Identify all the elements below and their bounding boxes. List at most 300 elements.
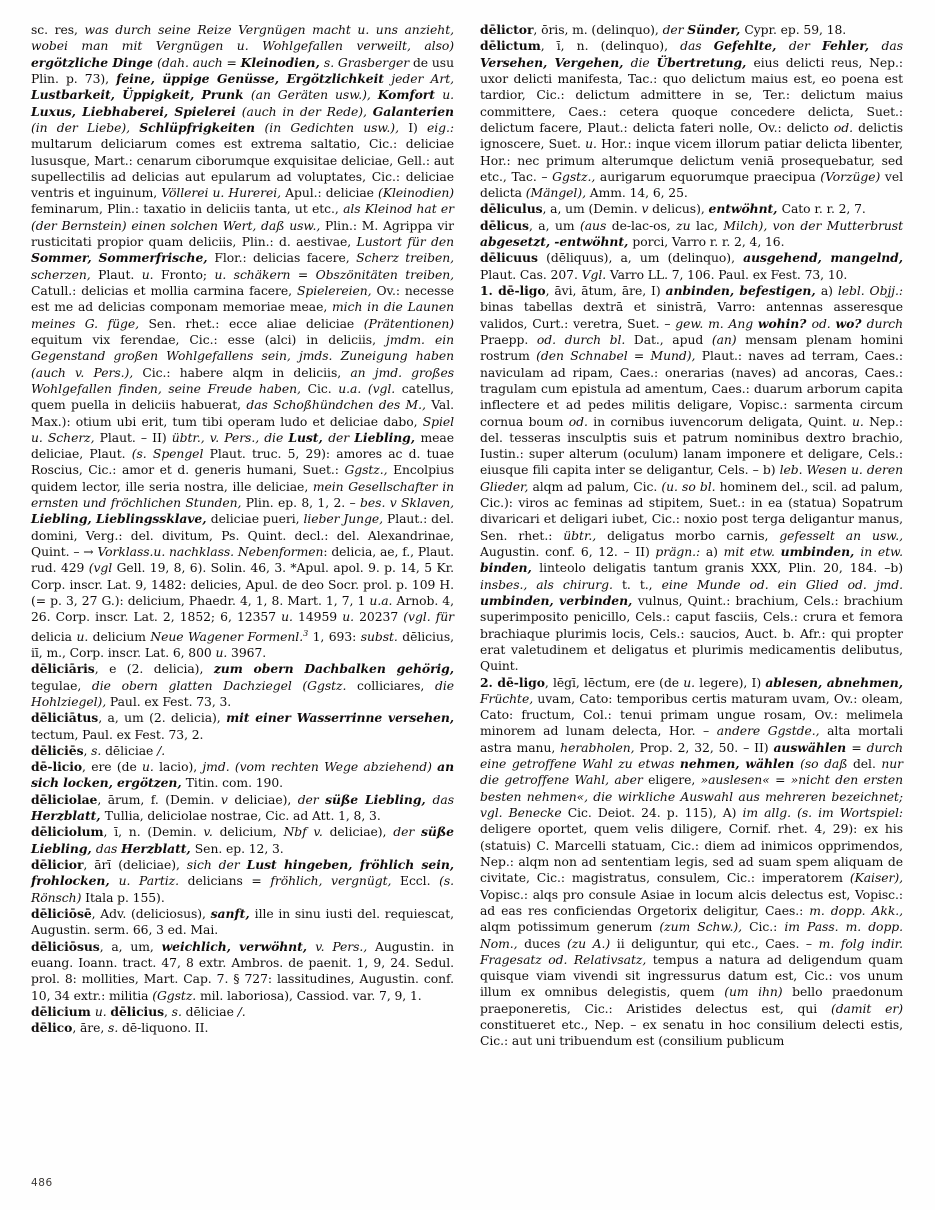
dictionary-entry <box>480 675 903 1050</box>
italic-note: insbes., als chirurg. <box>480 577 622 592</box>
latin-text: , ārum, f. (Demin. <box>97 792 221 807</box>
italic-note: (s. Rönsch) <box>31 874 455 905</box>
italic-note: od. <box>833 120 859 135</box>
headword: dēliciēs <box>31 742 84 758</box>
german-gloss: entwöhnt, <box>708 201 782 217</box>
headword: dēliculus <box>480 201 543 217</box>
italic-note: (aus <box>579 218 612 233</box>
italic-note: (Ggstz. <box>152 988 200 1003</box>
latin-text: Plin.: M. Agrippa vir rusticitati propior quam deliciis, Plin.: d. aestivae, <box>31 218 454 250</box>
italic-note: der <box>393 825 422 840</box>
german-gloss: ergötzliche Dinge <box>31 54 158 70</box>
latin-text: , ere (de <box>82 760 143 775</box>
latin-text: ii deliguntur, qui etc., Caes. – <box>616 936 819 951</box>
italic-note: v <box>641 202 653 217</box>
italic-note: jmd. (vom rechten Wege abziehend) <box>202 760 438 775</box>
italic-note: der <box>662 23 688 37</box>
italic-note: das Schoßhündchen des M., <box>246 398 432 413</box>
italic-note: u. <box>281 610 299 625</box>
italic-note: sich der <box>186 858 247 873</box>
latin-text: vulnus, Quint.: brachium, Cels.: brachium superimposito penicillo, Cels.: caput fasciis, Cels.: crura et femora brachiaque plurimis locis, Cels.: saucios, Auct. b. Afr.: qui propter erat valetudinem et deligatus et plurimis medicamentis delibutus, Quint. <box>480 593 904 674</box>
latin-text: Gell. 19, 8, 6). Solin. 46, 3. *Apul. apol. 9. p. 14, 5 Kr. Corp. inscr. Lat. 9, 1482: delicies, Apul. de deo Socr. prol. p. 109 H. (= p. 3, 27 G.): delicium, Phaedr. 4, 1, 8. Mart. 1, 7, 1 <box>31 561 454 608</box>
headword: dēlicior <box>31 857 84 873</box>
latin-text: deligere oportet, quem velis diligere, Cornif. rhet. 4, 29): ex his (statuis) C. Marcelli statuam, Cic.: diem ad inimicos opprimendos, Nep.: alqm non ad sententiam legis, sed ad suam spem aliquam de civitate, Cic.: magistratus, consulem, Cic.: imperatorem <box>480 822 903 886</box>
latin-text: , āvi, ātum, āre, I) <box>545 284 666 298</box>
latin-text: Fronto; <box>160 267 215 282</box>
german-gloss: Lust hingeben, fröhlich sein, frohlocken, <box>31 857 455 889</box>
italic-note: leb. Wesen u. deren Glieder, <box>480 463 903 494</box>
latin-text: Ov.: necesse est me ad delicias componam memoriae meae, <box>31 284 454 315</box>
german-gloss: ablesen, abnehmen, <box>765 674 903 690</box>
latin-text: delicians = <box>187 874 271 889</box>
latin-text: eligere, <box>648 773 701 788</box>
latin-text: 14959 <box>298 610 343 625</box>
italic-note: prägn.: <box>655 545 706 559</box>
italic-note: (so daß <box>800 757 853 772</box>
italic-note: u. <box>442 88 454 103</box>
italic-note: gefesselt an usw., <box>779 528 903 543</box>
latin-text: t. t., <box>621 577 662 592</box>
dictionary-entry <box>31 939 454 1004</box>
latin-text: delicus), <box>652 202 709 217</box>
latin-text: , a, um, <box>99 939 162 954</box>
german-gloss: binden, <box>480 560 540 576</box>
latin-text: , ī, n. (delinquo), <box>540 39 681 54</box>
italic-note: (an) <box>711 332 746 347</box>
latin-text: Cypr. ep. 59, 18. <box>744 23 847 37</box>
italic-note: (an Geräten usw.), <box>250 88 378 103</box>
latin-text: Hor.: inque vicem illorum patiar delicta libenter, Hor.: nec primum alterumque delictum veniā prosequebatur, sed etc., Tac. – <box>480 137 903 184</box>
headword: dēliciōsē <box>31 905 92 921</box>
italic-note: der <box>297 792 326 807</box>
italic-note: u. <box>852 414 870 429</box>
italic-note: lieber Junge, <box>303 512 387 527</box>
latin-text: hominem del., scil. ad palum, Cic.): viros ac feminas ad stipitem, Suet.: in ea (statua) Sopatrum divaricari et deligari iubet, Cic.: noxio post terga deligantur manus, Sen. rhet.: <box>480 479 903 543</box>
german-gloss: sanft, <box>210 905 255 921</box>
latin-text: meae deliciae, Plaut. <box>31 430 454 462</box>
italic-note: u. <box>94 1004 111 1019</box>
latin-text: uvam, Cato: temporibus certis maturam uvam, Ov.: oleam, Cato: fructum, Col.: tenui primam ungue rosam, Ov.: melimela minorem ad lunam delecta, Hor. – <box>480 691 904 739</box>
latin-text: ille in sinu iusti del. requiescat, Augustin. serm. 66, 3 ed. Mai. <box>31 906 454 938</box>
latin-text: aurigarum equorumque praecipua <box>599 169 821 184</box>
italic-note: u. <box>142 760 160 775</box>
dictionary-entry <box>31 792 454 825</box>
latin-text: delictis ignoscere, Suet. <box>480 120 903 152</box>
headword: dēlicuus <box>480 250 538 266</box>
latin-text: Cic.: <box>749 920 785 935</box>
latin-text: Sen. ep. 12, 3. <box>194 841 284 856</box>
italic-note: (zu A.) <box>566 936 617 951</box>
italic-note: in etw. <box>860 545 903 559</box>
italic-note: (in Gedichten usw.), <box>264 120 409 135</box>
italic-note: (Prätentionen) <box>363 316 454 331</box>
latin-text: Cic.: habere alqm in deliciis, <box>142 365 351 380</box>
german-gloss: Galanterien <box>372 103 454 119</box>
latin-text: 1, 693: <box>312 629 361 644</box>
italic-note: Ggstz., <box>344 463 394 478</box>
headword: dēliciolae <box>31 791 98 807</box>
italic-note: m. dopp. Akk., <box>809 903 904 918</box>
italic-note: lebl. Objj.: <box>837 284 904 298</box>
latin-text: multarum deliciarum comes est extrema saltatio, Cic.: deliciae lususque, Mart.: cenarum ciborumque exquisitae deliciae, Gell.: aut supellectilis ad delicias aut epularum ad voluptates, Cic.: deliciae ventris et inguinum, <box>31 137 454 201</box>
italic-note: Vgl. <box>581 267 610 282</box>
italic-note: die Hohlziegel), <box>31 678 454 709</box>
latin-text: eius delicti reus, Nep.: uxor delicti manifesta, Tac.: quo delictum maius est, eo poena est tardior, Cic.: delictum admittere in se, Ter.: delictum maius committere, Caes.: cetera quoque concedere delicta, Suet.: delictum facere, Plaut.: delicta fateri nolle, Ov.: delicto <box>480 55 903 135</box>
italic-note: als Kleinod hat er (der Bernstein) einen solchen Wert, daß usw., <box>31 202 454 233</box>
italic-note: u. Partiz. <box>118 874 188 889</box>
dictionary-entry <box>31 824 454 857</box>
latin-text: Augustin. conf. 6, 12. – II) <box>480 545 656 559</box>
dictionary-entry <box>480 250 903 283</box>
italic-note: (dah. auch = <box>157 55 241 70</box>
latin-text: 3967. <box>231 645 267 660</box>
latin-text: Titin. com. 190. <box>185 776 284 791</box>
latin-text: , ārī (deliciae), <box>83 858 187 873</box>
latin-text: , āre, <box>72 1021 109 1036</box>
dictionary-entry <box>31 1020 454 1036</box>
italic-note: od. durch bl. <box>536 332 634 347</box>
latin-text: : delicia, ae, f., Plaut. rud. 429 <box>31 545 454 576</box>
german-gloss: Sünder, <box>687 22 745 37</box>
latin-text: tectum, Paul. ex Fest. 73, 2. <box>31 727 204 742</box>
latin-text: Plaut.: del. domini, Verg.: del. divitum, Ps. Quint. decl.: del. Alexandrinae, Quint. – → <box>31 512 455 559</box>
italic-note: u. schäkern = Obszönitäten treiben, <box>214 267 455 282</box>
italic-note: (vgl <box>88 561 117 576</box>
italic-note: s. <box>171 1004 186 1019</box>
latin-text: dē-liquono. II. <box>121 1021 209 1036</box>
latin-text: in cornibus iuvencorum deligata, Quint. <box>593 414 853 429</box>
italic-note: (auch in der Rede), <box>241 104 373 119</box>
latin-text: vel delicta <box>480 169 903 201</box>
latin-text: , a, um <box>528 218 580 233</box>
latin-text: delicium <box>92 629 151 644</box>
italic-note: (damit er) <box>830 1001 903 1016</box>
headword: dēliciātus <box>31 710 99 726</box>
latin-text: binas tabellas dextrā et sinistrā, Varro: antennas asseresque validos, Curt.: veretra, Suet. – <box>480 300 903 331</box>
latin-text: alta mortali astra manu, <box>480 724 903 755</box>
latin-text: Plaut. Cas. 207. <box>480 267 582 282</box>
latin-text: de usu Plin. p. 73), <box>31 55 454 86</box>
german-gloss: auswählen <box>773 739 852 755</box>
latin-text: Plaut. truc. 5, 29): amores ac d. tuae Roscius, Cic.: amor et d. generis humani, Suet.: <box>31 447 455 478</box>
latin-text: del. <box>852 757 882 772</box>
italic-note: was durch seine Reize Vergnügen macht u. uns anzieht, wobei man mit Vergnügen u. Wohlgefallen verweilt, also) <box>31 23 454 54</box>
italic-note: s. <box>108 1021 122 1036</box>
latin-text: Eccl. <box>399 874 440 889</box>
german-gloss: mit einer Wasserrinne versehen, <box>226 710 454 726</box>
italic-note: übtr., <box>563 528 608 543</box>
latin-text: Apul.: deliciae <box>285 186 379 201</box>
latin-text: mil. laboriosa), Cassiod. var. 7, 9, 1. <box>199 988 422 1003</box>
italic-note: die <box>630 55 657 70</box>
italic-note: das <box>881 39 903 54</box>
italic-note: fröhlich, vergnügt, <box>270 874 400 889</box>
latin-text: dēlicius, iī, m., Corp. inscr. Lat. 6, 800 <box>31 629 454 660</box>
latin-text: deliciae pueri, <box>210 512 304 527</box>
italic-note: Früchte, <box>480 691 538 706</box>
italic-note: u. <box>141 267 161 282</box>
latin-text: constitueret etc., Nep. – ex senatu in hoc consilium delecti estis, Cic.: aut uni tribuendum est (consilium publicum <box>480 1018 903 1049</box>
italic-note: Spiel u. Scherz, <box>31 414 454 445</box>
headword: 1. dē-ligo <box>480 283 546 298</box>
latin-text: Catull.: delicias et mollia carmina facere, <box>31 284 297 298</box>
german-gloss: Schlüpfrigkeiten <box>139 119 265 135</box>
italic-note: nur die getroffene Wahl, aber <box>480 757 904 788</box>
italic-note: s. <box>91 743 106 758</box>
latin-text: sc. res, <box>31 23 85 37</box>
headword: dēlicus <box>480 217 529 233</box>
italic-note: (vgl. für <box>403 610 454 625</box>
german-gloss: an sich locken, ergötzen, <box>31 759 455 791</box>
latin-text: , <box>164 1004 172 1019</box>
italic-note: andere Ggstde., <box>716 724 828 739</box>
latin-text: Plin. ep. 8, 1, 2. – <box>245 496 361 511</box>
dictionary-entry <box>31 661 454 710</box>
italic-note: an jmd. großes Wohlgefallen finden, seine Freude haben, <box>31 365 454 396</box>
latin-text: Plaut. <box>98 267 142 282</box>
italic-note: übtr., v. Pers., die <box>171 430 289 445</box>
latin-text: Cic. <box>307 381 339 396</box>
latin-text: Itala p. 155). <box>85 890 165 905</box>
italic-note: Scherz treiben, scherzen, <box>31 251 455 282</box>
headword: dēliciōsus <box>31 938 100 954</box>
dictionary-entry <box>31 1004 454 1020</box>
italic-note: u. <box>342 610 360 625</box>
headword: dēlicium <box>31 1003 95 1019</box>
italic-note: m. folg indir. Fragesatz od. Relativsatz, <box>480 936 903 967</box>
italic-note: od. <box>568 414 594 429</box>
latin-text: Sen. rhet.: ecce aliae deliciae <box>148 316 364 331</box>
latin-text: Augustin. in euang. Ioann. tract. 47, 8 extr. Ambros. de paenit. 1, 9, 24. Sedul. prol. 8: mollities, Mart. Cap. 7. § 727: lassitudines, Augustin. conf. 10, 34 extr.: militia <box>31 939 454 1003</box>
italic-note: /. <box>157 743 166 758</box>
latin-text: (dēliquus), a, um (delinquo), <box>537 251 744 266</box>
italic-note: herabholen, <box>560 740 640 755</box>
dictionary-entry <box>31 759 454 792</box>
italic-note: u.a. (vgl. <box>338 381 402 396</box>
latin-text: deliciae), <box>329 825 394 840</box>
latin-text: 20237 <box>359 610 404 625</box>
latin-text: alqm potissimum generum <box>480 920 660 935</box>
italic-note: u.a. <box>369 593 397 608</box>
german-gloss: Versehen, Vergehen, <box>480 54 631 70</box>
italic-note: (Mängel), <box>525 186 590 201</box>
latin-text: porci, Varro r. r. 2, 4, 16. <box>632 235 785 250</box>
german-gloss: ausgehend, mangelnd, <box>743 250 903 266</box>
latin-text: Praepp. <box>480 332 537 347</box>
latin-text: mensam plenam homini rostrum <box>480 332 904 364</box>
latin-text: Vopisc.: alqs pro consule Asiae in locum alcis delectus est, Vopisc.: ad eas res conficiendas Orgetorix deligitur, Caes.: <box>480 887 903 918</box>
latin-text: legere), I) <box>699 675 766 690</box>
italic-note: eig.: <box>427 120 455 135</box>
dictionary-entry <box>480 22 903 38</box>
italic-note: (Kaiser), <box>849 871 903 886</box>
right-column <box>480 22 903 1147</box>
italic-note: Nbf v. <box>283 825 330 840</box>
dictionary-entry <box>480 201 903 217</box>
latin-text: a) <box>820 284 838 298</box>
italic-note: v <box>220 792 235 807</box>
latin-text: , <box>83 743 92 758</box>
german-gloss: wohin? <box>757 315 812 331</box>
latin-text: , ī, n. (Demin. <box>103 825 204 840</box>
latin-text: dēliciae <box>185 1004 238 1019</box>
latin-text: Plaut. – II) <box>99 430 172 445</box>
italic-note: gew. m. Ang <box>675 316 758 331</box>
latin-text: Tullia, deliciolae nostrae, Cic. ad Att. 1, 8, 3. <box>104 809 381 824</box>
italic-note: (zum Schw.), <box>659 920 750 935</box>
latin-text: Cato r. r. 2, 7. <box>781 202 866 217</box>
italic-note: Völlerei u. Hurerei, <box>161 186 286 201</box>
german-gloss: Gefehlte, <box>713 38 789 54</box>
latin-text: , e (2. delicia), <box>94 662 214 677</box>
italic-note: mich in die Launen meines G. füge, <box>31 300 454 331</box>
italic-note: durch <box>866 316 904 331</box>
dictionary-entry <box>480 283 903 675</box>
italic-note: /. <box>237 1004 246 1019</box>
latin-text: colliciares, <box>357 678 435 693</box>
latin-text: Val. Max.): otium ubi erit, tum tibi operam ludo et deliciae dabo, <box>31 398 455 429</box>
italic-note: mit etw. <box>723 545 781 559</box>
italic-note: u. <box>683 675 700 690</box>
italic-note: (Kleinodien) <box>378 186 454 201</box>
dictionary-entry <box>31 857 454 906</box>
italic-note: (den Schnabel = Mund), <box>536 349 702 364</box>
latin-text: Arnob. 4, 26. Corp. inscr. Lat. 2, 1852; 6, 12357 <box>31 593 454 625</box>
headword: dēlicius <box>110 1003 165 1019</box>
italic-note: die obern glatten Dachziegel (Ggstz. <box>91 678 358 693</box>
italic-note: u. <box>585 137 602 152</box>
headword: dē-licio <box>31 759 83 775</box>
italic-note: das <box>432 792 454 807</box>
german-gloss: Fehler, <box>822 38 882 54</box>
german-gloss: feine, üppige Genüsse, Ergötzlichkeit <box>116 70 392 86</box>
german-gloss: Übertretung, <box>656 54 754 70</box>
german-gloss: Sommer, Sommerfrische, <box>31 250 215 266</box>
italic-note: »auslesen« = »nicht den ersten besten nehmen«, die wirkliche Auswahl aus mehreren bezeichnet; vgl. Benecke <box>480 773 903 820</box>
italic-note: v. <box>203 825 220 840</box>
latin-text: alqm ad palum, Cic. <box>532 479 662 494</box>
latin-text: , ōris, m. (delinquo), <box>533 23 663 37</box>
latin-text: , a, um (2. delicia), <box>98 711 227 726</box>
italic-note: Milch), von der Mutterbrust <box>723 218 903 233</box>
latin-text: Paul. ex Fest. 73, 3. <box>109 694 232 709</box>
italic-note: (in der Liebe), <box>31 120 140 135</box>
italic-note: u. <box>76 629 93 644</box>
latin-text: Plaut.: naves ad terram, Caes.: naviculam ad ripam, Caes.: onerarias (naves) ad ancoras, Caes.: tragulam cum epistula ad amentum, Caes.: duarum arborum capita inflectere et ad pedes militis deligare, Vopisc.: sarmenta circum cornua boum <box>480 349 903 429</box>
latin-text: , Adv. (deliciosus), <box>91 906 211 921</box>
italic-note: Neue Wagener Formenl.$^3$ <box>150 628 309 644</box>
latin-text: tegulae, <box>31 678 92 693</box>
italic-note: jeder Art, <box>391 71 455 86</box>
dictionary-entry <box>480 218 903 251</box>
italic-note: (Vorzüge) <box>820 169 885 184</box>
german-gloss: Komfort <box>377 87 443 103</box>
headword: dēlictor <box>480 22 534 37</box>
italic-note: od. <box>811 316 836 331</box>
german-gloss: nehmen, wählen <box>679 756 801 772</box>
headword: dēliciāris <box>31 661 95 677</box>
latin-text: Dat., apud <box>633 332 712 347</box>
italic-note: eine Munde od. ein Glied od. jmd. <box>661 577 903 592</box>
german-gloss: Herzblatt, <box>121 840 195 856</box>
latin-text: Cic. Deiot. 24. p. 115), A) <box>567 806 743 820</box>
latin-text: tempus a natura ad deligendum quam quisque viam vivendi sit ingressurus datum est, Cic.: vos unum illum ex omnibus delegistis, quem <box>480 952 904 1000</box>
german-gloss: anbinden, befestigen, <box>665 283 821 298</box>
german-gloss: wo? <box>835 315 867 331</box>
italic-note: Ggstz., <box>552 169 600 184</box>
latin-text: , a, um (Demin. <box>542 202 642 217</box>
latin-text: delicia <box>31 629 77 644</box>
latin-text: duces <box>524 936 567 951</box>
latin-text: dēliciae <box>105 743 158 758</box>
italic-note: v. Pers., <box>315 939 375 954</box>
german-gloss: süße Liebling, <box>325 791 433 807</box>
italic-note: bes. v Sklaven, <box>360 496 454 511</box>
latin-text: Nep.: del. tesseras insculptis suis et patrum nominibus dextro brachio, Iustin.: super alterum (oculum) lanam imponere et deligare, Cels.: eiusque fili capita inter se deligantur, Cels. – b) <box>480 414 903 478</box>
left-column <box>31 22 454 1147</box>
latin-text: de-lac-os, <box>611 218 677 233</box>
german-gloss: Luxus, Liebhaberei, Spielerei <box>31 103 242 119</box>
italic-note: Vorklass.u. nachklass. Nebenformen <box>97 545 324 559</box>
latin-text: Varro LL. 7, 106. Paul. ex Fest. 73, 10. <box>609 267 848 282</box>
german-gloss: umbinden, <box>780 544 861 559</box>
latin-text: feminarum, Plin.: taxatio in deliciis tanta, ut etc., <box>31 202 344 217</box>
latin-text: lac, <box>695 218 724 233</box>
german-gloss: umbinden, verbinden, <box>480 592 638 608</box>
italic-note: jmdm. ein Gegenstand großen Wohlgefallens sein, jmds. Zuneigung haben (auch v. Pers.), <box>31 332 454 380</box>
dictionary-entry <box>31 22 454 661</box>
italic-note: der <box>328 430 355 445</box>
headword: dēliciolum <box>31 824 104 840</box>
german-gloss: süße Liebling, <box>31 824 454 856</box>
latin-text: linteolo deligatis tantum granis XXX, Plin. 20, 184. –b) <box>539 561 903 576</box>
latin-text: Amm. 14, 6, 25. <box>589 186 688 201</box>
italic-note: (u. so bl. <box>661 479 720 494</box>
italic-note: s. Grasberger <box>323 55 413 70</box>
german-gloss: Kleinodien, <box>240 54 324 70</box>
german-gloss: Herzblatt, <box>31 808 105 824</box>
latin-text: Flor.: delicias facere, <box>214 251 357 266</box>
dictionary-entry <box>31 743 454 759</box>
latin-text: Prop. 2, 32, 50. – II) <box>639 740 774 755</box>
latin-text: a) <box>705 545 724 559</box>
italic-note: das <box>95 841 122 856</box>
dictionary-entry <box>480 38 903 201</box>
italic-note: u. <box>215 645 232 660</box>
italic-note: (s. Spengel <box>131 447 210 462</box>
german-gloss: zum obern Dachbalken gehörig, <box>213 661 455 677</box>
german-gloss: weichlich, verwöhnt, <box>161 938 316 954</box>
latin-text: deliciae), <box>234 792 298 807</box>
german-gloss: Lust, <box>288 429 329 445</box>
latin-text: , lēgī, lēctum, ere (de <box>544 675 684 690</box>
latin-text: Encolpius quidem lector, ille seria nostra, ille deliciae, <box>31 463 454 494</box>
italic-note: Lustort für den <box>356 235 454 250</box>
italic-note: im Pass. m. dopp. Nom., <box>480 920 904 951</box>
latin-text: lacio), <box>159 760 203 775</box>
italic-note: zu <box>676 218 696 233</box>
german-gloss: Lustbarkeit, Üppigkeit, Prunk <box>31 87 251 103</box>
dictionary-entry <box>31 710 454 743</box>
headword: 2. dē-ligo <box>480 674 545 690</box>
latin-text: equitum vix ferendae, Cic.: esse (alci) in deliciis, <box>31 332 387 347</box>
dictionary-entry <box>31 906 454 939</box>
latin-text: deligatus morbo carnis, <box>607 528 780 543</box>
german-gloss: Liebling, <box>354 429 421 445</box>
headword: dēlictum <box>480 38 541 54</box>
latin-text: catellus, quem puella in deliciis habuerat, <box>31 381 454 413</box>
italic-note: (um ihn) <box>724 985 793 1000</box>
